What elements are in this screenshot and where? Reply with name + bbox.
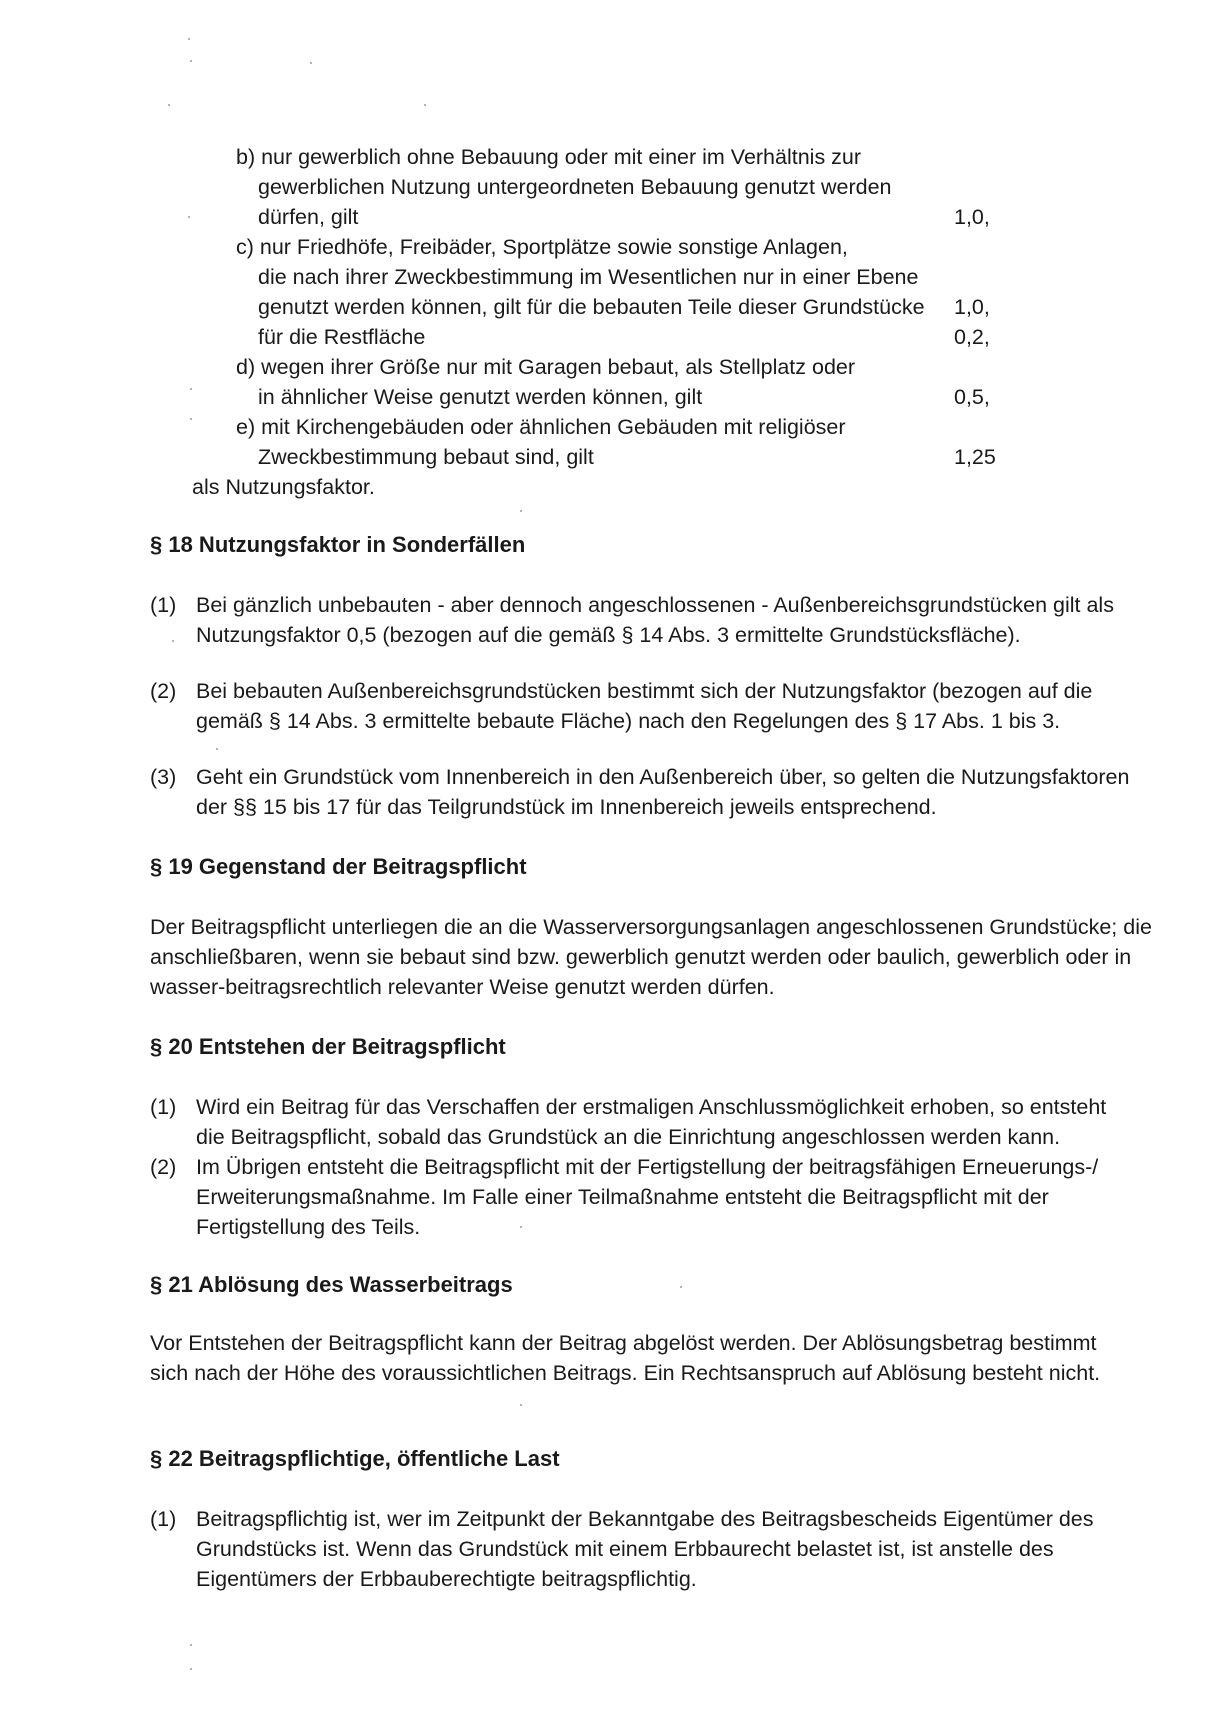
section-20-heading: § 20 Entstehen der Beitragspflicht [150, 1034, 506, 1059]
section-22-p1-line1: Beitragspflichtig ist, wer im Zeitpunkt der Bekanntgabe des Beitragsbescheids Eigentümer des [196, 1507, 1094, 1531]
list-item-c-line4: für die Restfläche [258, 325, 426, 349]
scan-speck [190, 1644, 192, 1646]
scan-speck [190, 60, 192, 62]
list-item-d-line2: in ähnlicher Weise genutzt werden können, gilt [258, 385, 703, 409]
list-item-e-line2: Zweckbestimmung bebaut sind, gilt [258, 445, 594, 469]
section-21-line1: Vor Entstehen der Beitragspflicht kann der Beitrag abgelöst werden. Der Ablösungsbetrag bestimmt [150, 1331, 1097, 1355]
section-19-line1: Der Beitragspflicht unterliegen die an die Wasserversorgungsanlagen angeschlossenen Grundstücke; die [150, 915, 1152, 939]
scan-speck [310, 62, 312, 64]
list-item-b-line2: gewerblichen Nutzung untergeordneten Bebauung genutzt werden [258, 175, 892, 199]
scan-speck [190, 388, 192, 390]
list-item-b-line1: b) nur gewerblich ohne Bebauung oder mit einer im Verhältnis zur [236, 145, 862, 169]
section-20-p1-number: (1) [150, 1095, 177, 1119]
section-22-p1-number: (1) [150, 1507, 177, 1531]
factor-value-d: 0,5, [954, 385, 990, 409]
section-18-p2-line2: gemäß § 14 Abs. 3 ermittelte bebaute Fläche) nach den Regelungen des § 17 Abs. 1 bis 3. [196, 709, 1061, 733]
scan-speck [190, 418, 192, 420]
scan-speck [190, 1668, 192, 1670]
factor-value-c-built: 1,0, [954, 295, 990, 319]
section-20-p2-line1: Im Übrigen entsteht die Beitragspflicht mit der Fertigstellung der beitragsfähigen Erneuerungs-/ [196, 1155, 1099, 1179]
section-22-heading: § 22 Beitragspflichtige, öffentliche Last [150, 1446, 560, 1471]
scan-speck [424, 104, 426, 106]
scan-speck [172, 640, 174, 642]
section-18-p1-line2: Nutzungsfaktor 0,5 (bezogen auf die gemäß § 14 Abs. 3 ermittelte Grundstücksfläche). [196, 623, 1021, 647]
list-item-c-line1: c) nur Friedhöfe, Freibäder, Sportplätze sowie sonstige Anlagen, [236, 235, 848, 259]
factor-value-e: 1,25 [954, 445, 996, 469]
section-20-p1-line1: Wird ein Beitrag für das Verschaffen der erstmaligen Anschlussmöglichkeit erhoben, so entsteht [196, 1095, 1107, 1119]
list-item-c-line3: genutzt werden können, gilt für die bebauten Teile dieser Grundstücke [258, 295, 925, 319]
scan-speck [188, 216, 190, 218]
scan-speck [216, 748, 218, 750]
section-22-p1-line3: Eigentümers der Erbbauberechtigte beitragspflichtig. [196, 1567, 697, 1591]
section-20-p2-line2: Erweiterungsmaßnahme. Im Falle einer Teilmaßnahme entsteht die Beitragspflicht mit der [196, 1185, 1049, 1209]
section-19-line2: anschließbaren, wenn sie bebaut sind bzw. gewerblich genutzt werden oder baulich, gewerblich oder in [150, 945, 1132, 969]
scan-speck [520, 1404, 522, 1406]
section-18-p3-number: (3) [150, 765, 177, 789]
scan-speck [520, 510, 522, 512]
section-18-p1-line1: Bei gänzlich unbebauten - aber dennoch angeschlossenen - Außenbereichsgrundstücken gilt als [196, 593, 1114, 617]
list-item-c-line2: die nach ihrer Zweckbestimmung im Wesentlichen nur in einer Ebene [258, 265, 919, 289]
list-item-b-line3: dürfen, gilt [258, 205, 359, 229]
section-18-p2-line1: Bei bebauten Außenbereichsgrundstücken bestimmt sich der Nutzungsfaktor (bezogen auf die [196, 679, 1093, 703]
factor-value-c-rest: 0,2, [954, 325, 990, 349]
section-18-p3-line2: der §§ 15 bis 17 für das Teilgrundstück im Innenbereich jeweils entsprechend. [196, 795, 937, 819]
section-18-p2-number: (2) [150, 679, 177, 703]
list-item-d-line1: d) wegen ihrer Größe nur mit Garagen bebaut, als Stellplatz oder [236, 355, 856, 379]
section-18-p3-line1: Geht ein Grundstück vom Innenbereich in den Außenbereich über, so gelten die Nutzungsfaktoren [196, 765, 1130, 789]
section-20-p1-line2: die Beitragspflicht, sobald das Grundstück an die Einrichtung angeschlossen werden kann. [196, 1125, 1061, 1149]
section-22-p1-line2: Grundstücks ist. Wenn das Grundstück mit einem Erbbaurecht belastet ist, ist anstelle des [196, 1537, 1054, 1561]
section-20-p2-number: (2) [150, 1155, 177, 1179]
factor-value-b: 1,0, [954, 205, 990, 229]
list-item-e-line1: e) mit Kirchengebäuden oder ähnlichen Gebäuden mit religiöser [236, 415, 846, 439]
scan-speck [188, 38, 190, 40]
section-18-p1-number: (1) [150, 593, 177, 617]
list-closing-text: als Nutzungsfaktor. [192, 475, 375, 499]
section-21-line2: sich nach der Höhe des voraussichtlichen Beitrags. Ein Rechtsanspruch auf Ablösung besteht nicht. [150, 1361, 1101, 1385]
scan-speck [680, 1286, 682, 1288]
section-18-heading: § 18 Nutzungsfaktor in Sonderfällen [150, 532, 526, 557]
section-19-line3: wasser-beitragsrechtlich relevanter Weise genutzt werden dürfen. [150, 975, 775, 999]
section-21-heading: § 21 Ablösung des Wasserbeitrags [150, 1272, 513, 1297]
section-20-p2-line3: Fertigstellung des Teils. [196, 1215, 421, 1239]
section-19-heading: § 19 Gegenstand der Beitragspflicht [150, 854, 527, 879]
scan-speck [168, 104, 170, 106]
scan-speck [520, 1226, 522, 1228]
